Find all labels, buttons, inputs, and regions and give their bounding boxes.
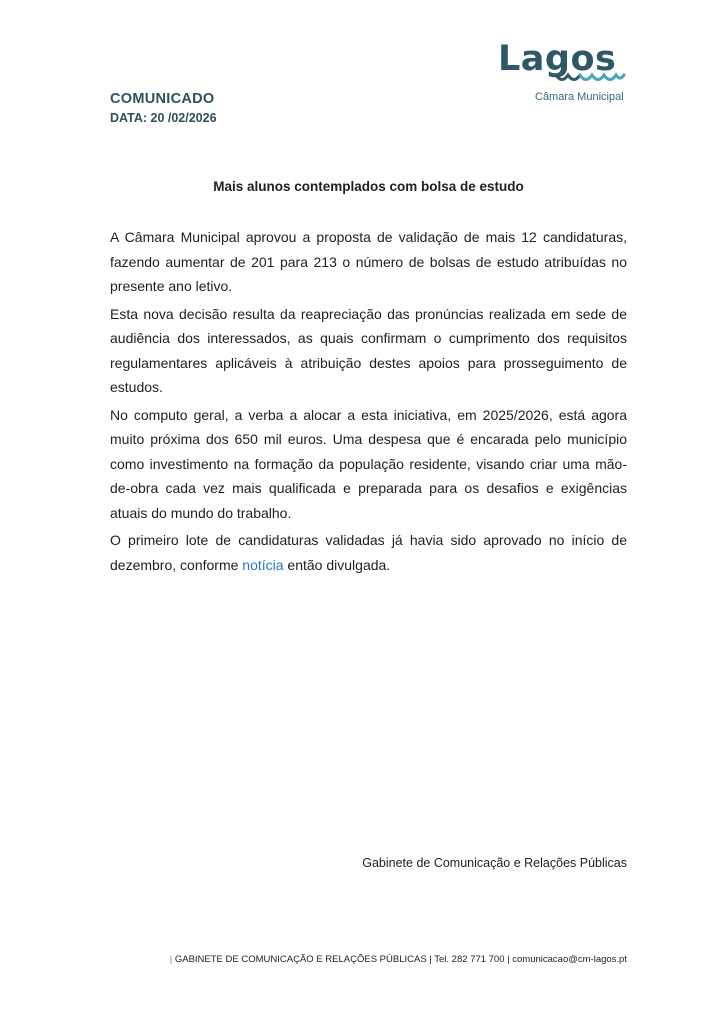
- lagos-logo: [492, 38, 632, 108]
- signature: Gabinete de Comunicação e Relações Públicas: [362, 856, 627, 870]
- footer-department: GABINETE DE COMUNICAÇÃO E RELAÇÕES PÚBLICAS: [174, 954, 427, 965]
- news-link[interactable]: notícia: [242, 556, 284, 573]
- footer-separator: |: [169, 954, 173, 965]
- document-date: DATA: 20 /02/2026: [110, 111, 217, 125]
- document-type: COMUNICADO: [110, 91, 215, 107]
- footer-divider: |: [429, 954, 432, 965]
- paragraph-1: A Câmara Municipal aprovou a proposta de validação de mais 12 candidaturas, fazendo aumentar de 201 para 213 o número de bolsas de estudo atribuídas no presente ano letivo.: [110, 229, 627, 294]
- paragraph-4: [110, 528, 627, 577]
- waves-icon: [554, 71, 626, 87]
- paragraph-4-text-start: O primeiro lote de candidaturas validadas já havia sido aprovado no início de dezembro, conforme: [110, 532, 627, 573]
- footer-phone: Tel. 282 771 700: [434, 954, 505, 965]
- paragraph-2: Esta nova decisão resulta da reapreciação das pronúncias realizada em sede de audiência dos interessados, as quais confirmam o cumprimento dos requisitos regulamentares aplicáveis à atribuição destes apoios para prosseguimento de estudos.: [110, 305, 627, 395]
- logo-subtitle: Câmara Municipal: [535, 91, 624, 103]
- footer: [170, 954, 627, 965]
- body-text: [110, 225, 627, 580]
- paragraph-3: No computo geral, a verba a alocar a esta iniciativa, em 2025/2026, está agora muito próxima dos 650 mil euros. Uma despesa que é encarada pelo município como investimento na formação da população residente, visando criar uma mão-de-obra cada vez mais qualificada e preparada para os desafios e exigências atuais do mundo do trabalho.: [110, 406, 627, 521]
- footer-email: comunicacao@cm-lagos.pt: [512, 954, 627, 965]
- headline: Mais alunos contemplados com bolsa de estudo: [213, 179, 524, 194]
- footer-divider: |: [507, 954, 510, 965]
- logo-wordmark: Lagos: [498, 39, 617, 79]
- paragraph-4-text-end: então divulgada.: [283, 556, 391, 573]
